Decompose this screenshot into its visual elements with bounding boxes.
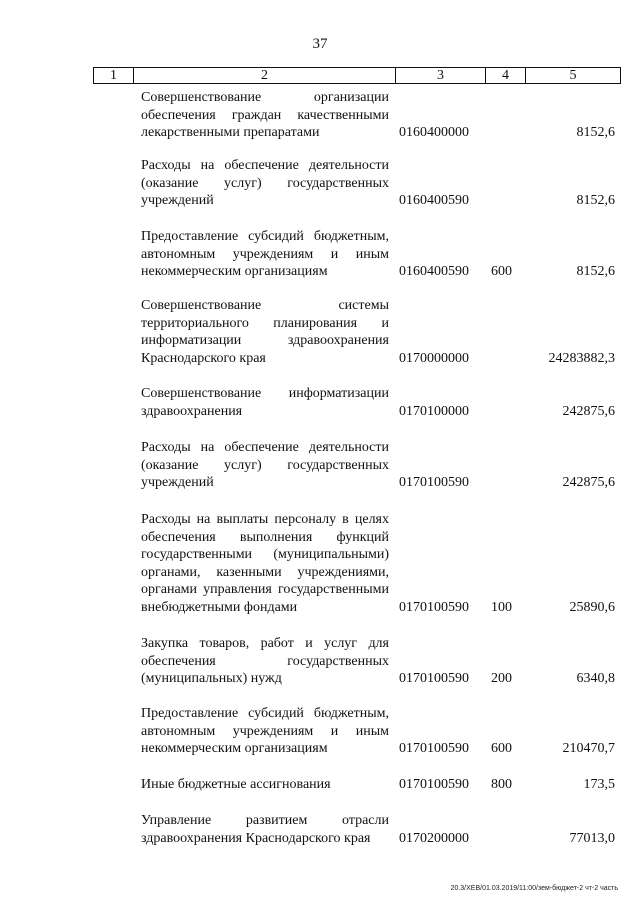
row-name: Расходы на обеспечение деятельности (оказание услуг) государственных учреждений (141, 158, 389, 208)
row-amount: 6340,8 (576, 671, 615, 686)
header-col-2: 2 (134, 68, 396, 83)
document-footer: 20.3/ХЕВ/01.03.2019/11:00/зем-бюджет-2 чт-2 часть (450, 885, 618, 892)
row-amount: 8152,6 (576, 125, 615, 140)
row-code: 0170100590 (399, 600, 469, 615)
row-code: 0170000000 (399, 351, 469, 366)
page-number: 37 (312, 36, 328, 52)
row-amount: 8152,6 (576, 264, 615, 279)
header-col-1: 1 (94, 68, 134, 83)
row-name: Предоставление субсидий бюджетным, автономным учреждениям и иным некоммерческим организациям (141, 706, 389, 756)
row-type: 600 (491, 741, 512, 756)
row-type: 800 (491, 777, 512, 792)
row-name: Совершенствование информатизации здравоохранения (141, 386, 389, 419)
header-col-5: 5 (569, 68, 577, 83)
row-amount: 77013,0 (569, 831, 615, 846)
header-col-3: 3 (396, 68, 486, 83)
row-code: 0170100590 (399, 777, 469, 792)
row-amount: 24283882,3 (548, 351, 615, 366)
row-name: Расходы на обеспечение деятельности (оказание услуг) государственных учреждений (141, 440, 389, 490)
row-code: 0160400590 (399, 264, 469, 279)
row-name: Совершенствование организации обеспечения граждан качественными лекарственными препаратами (141, 90, 389, 140)
row-amount: 173,5 (583, 777, 615, 792)
row-code: 0160400000 (399, 125, 469, 140)
row-code: 0170100000 (399, 404, 469, 419)
header-col-4: 4 (486, 68, 526, 83)
row-code: 0170200000 (399, 831, 469, 846)
row-name: Совершенствование системы территориального планирования и информатизации здравоохранения Краснодарского края (141, 298, 389, 366)
row-amount: 242875,6 (562, 404, 615, 419)
row-amount: 8152,6 (576, 193, 615, 208)
row-code: 0170100590 (399, 671, 469, 686)
table-header-row (93, 67, 621, 84)
row-name: Иные бюджетные ассигнования (141, 777, 331, 792)
row-name: Закупка товаров, работ и услуг для обеспечения государственных (муниципальных) нужд (141, 636, 389, 686)
row-code: 0160400590 (399, 193, 469, 208)
row-type: 600 (491, 264, 512, 279)
row-name: Предоставление субсидий бюджетным, автономным учреждениям и иным некоммерческим организациям (141, 229, 389, 279)
row-name: Управление развитием отрасли здравоохранения Краснодарского края (141, 813, 389, 846)
row-amount: 25890,6 (569, 600, 615, 615)
row-amount: 242875,6 (562, 475, 615, 490)
row-amount: 210470,7 (562, 741, 615, 756)
row-type: 200 (491, 671, 512, 686)
row-type: 100 (491, 600, 512, 615)
row-code: 0170100590 (399, 741, 469, 756)
row-code: 0170100590 (399, 475, 469, 490)
row-name: Расходы на выплаты персоналу в целях обеспечения выполнения функций государственными (муниципальными) органами, казенными учреждениями, органами управления государственными внебюджетными фондами (141, 512, 389, 615)
